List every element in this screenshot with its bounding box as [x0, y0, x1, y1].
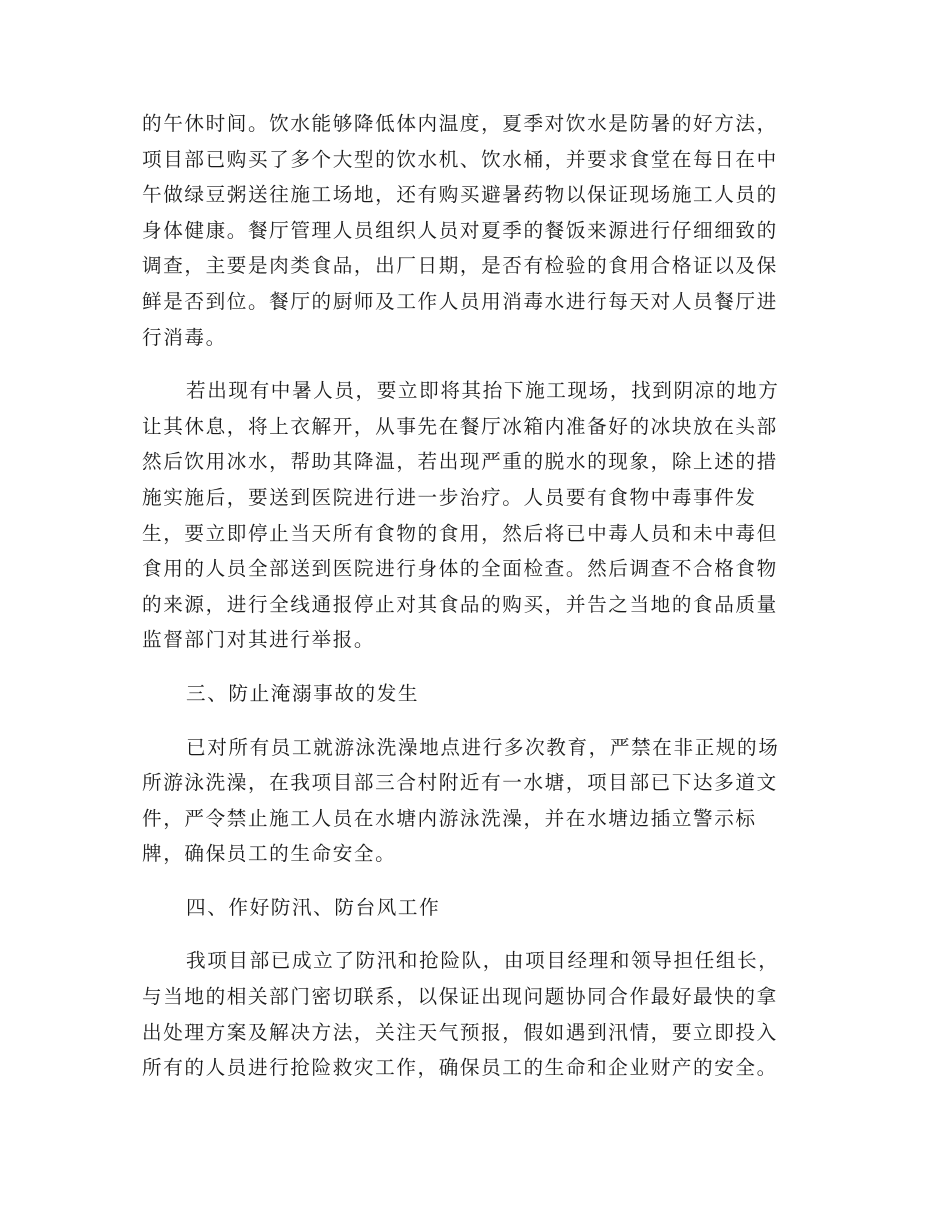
paragraph-heatstroke-poisoning: [142, 373, 807, 658]
document-body: [142, 106, 807, 1104]
text-line: 的午休时间。饮水能够降低体内温度，夏季对饮水是防暑的好方法，: [142, 112, 778, 135]
text-line: 鲜是否到位。餐厅的厨师及工作人员用消毒水进行每天对人员餐厅进: [142, 289, 778, 313]
text-line: 食用的人员全部送到医院进行身体的全面检查。然后调查不合格食物: [142, 557, 778, 581]
text-line: 的来源，进行全线通报停止对其食品的购买，并告之当地的食品质量: [142, 592, 778, 616]
text-line: 所游泳洗澡，在我项目部三合村附近有一水塘，项目部已下达多道文: [142, 771, 778, 795]
text-line: 生，要立即停止当天所有食物的食用，然后将已中毒人员和未中毒但: [142, 521, 778, 545]
text-line: 调查，主要是肉类食品，出厂日期，是否有检验的食用合格证以及保: [142, 254, 778, 278]
text-line: 与当地的相关部门密切联系，以保证出现问题协同合作最好最快的拿: [142, 985, 778, 1009]
text-line: 让其休息，将上衣解开，从事先在餐厅冰箱内准备好的冰块放在头部: [142, 414, 778, 438]
text-line: 若出现有中暑人员，要立即将其抬下施工现场，找到阴凉的地方: [186, 379, 780, 403]
paragraph-flood-response: [142, 943, 807, 1085]
heading-text: 三、防止淹溺事故的发生: [186, 681, 420, 705]
paragraph-hydration-canteen: [142, 106, 807, 355]
heading-text: 四、作好防汛、防台风工作: [186, 895, 441, 919]
text-line: 监督部门对其进行举报。: [142, 628, 376, 652]
text-line: 已对所有员工就游泳洗澡地点进行多次教育，严禁在非正规的场: [186, 735, 780, 759]
text-line: 行消毒。: [142, 325, 227, 349]
text-line: 牌，确保员工的生命安全。: [142, 842, 397, 866]
text-line: 我项目部已成立了防汛和抢险队，由项目经理和领导担任组长，: [186, 949, 780, 973]
paragraph-drowning-prevention: [142, 730, 807, 872]
text-line: 午做绿豆粥送往施工场地，还有购买避暑药物以保证现场施工人员的: [142, 183, 778, 207]
section-heading-drowning: [142, 676, 807, 712]
text-line: 施实施后，要送到医院进行进一步治疗。人员要有食物中毒事件发: [142, 485, 757, 509]
text-line: 然后饮用冰水，帮助其降温，若出现严重的脱水的现象，除上述的措: [142, 450, 778, 474]
text-line: 所有的人员进行抢险救灾工作，确保员工的生命和企业财产的安全。: [142, 1056, 778, 1080]
text-line: 件，严令禁止施工人员在水塘内游泳洗澡，并在水塘边插立警示标: [142, 806, 757, 830]
text-line: 项目部已购买了多个大型的饮水机、饮水桶，并要求食堂在每日在中: [142, 147, 778, 171]
text-line: 身体健康。餐厅管理人员组织人员对夏季的餐饭来源进行仔细细致的: [142, 218, 778, 242]
text-line: 出处理方案及解决方法，关注天气预报，假如遇到汛情，要立即投入: [142, 1020, 778, 1044]
section-heading-flood-typhoon: [142, 890, 807, 926]
